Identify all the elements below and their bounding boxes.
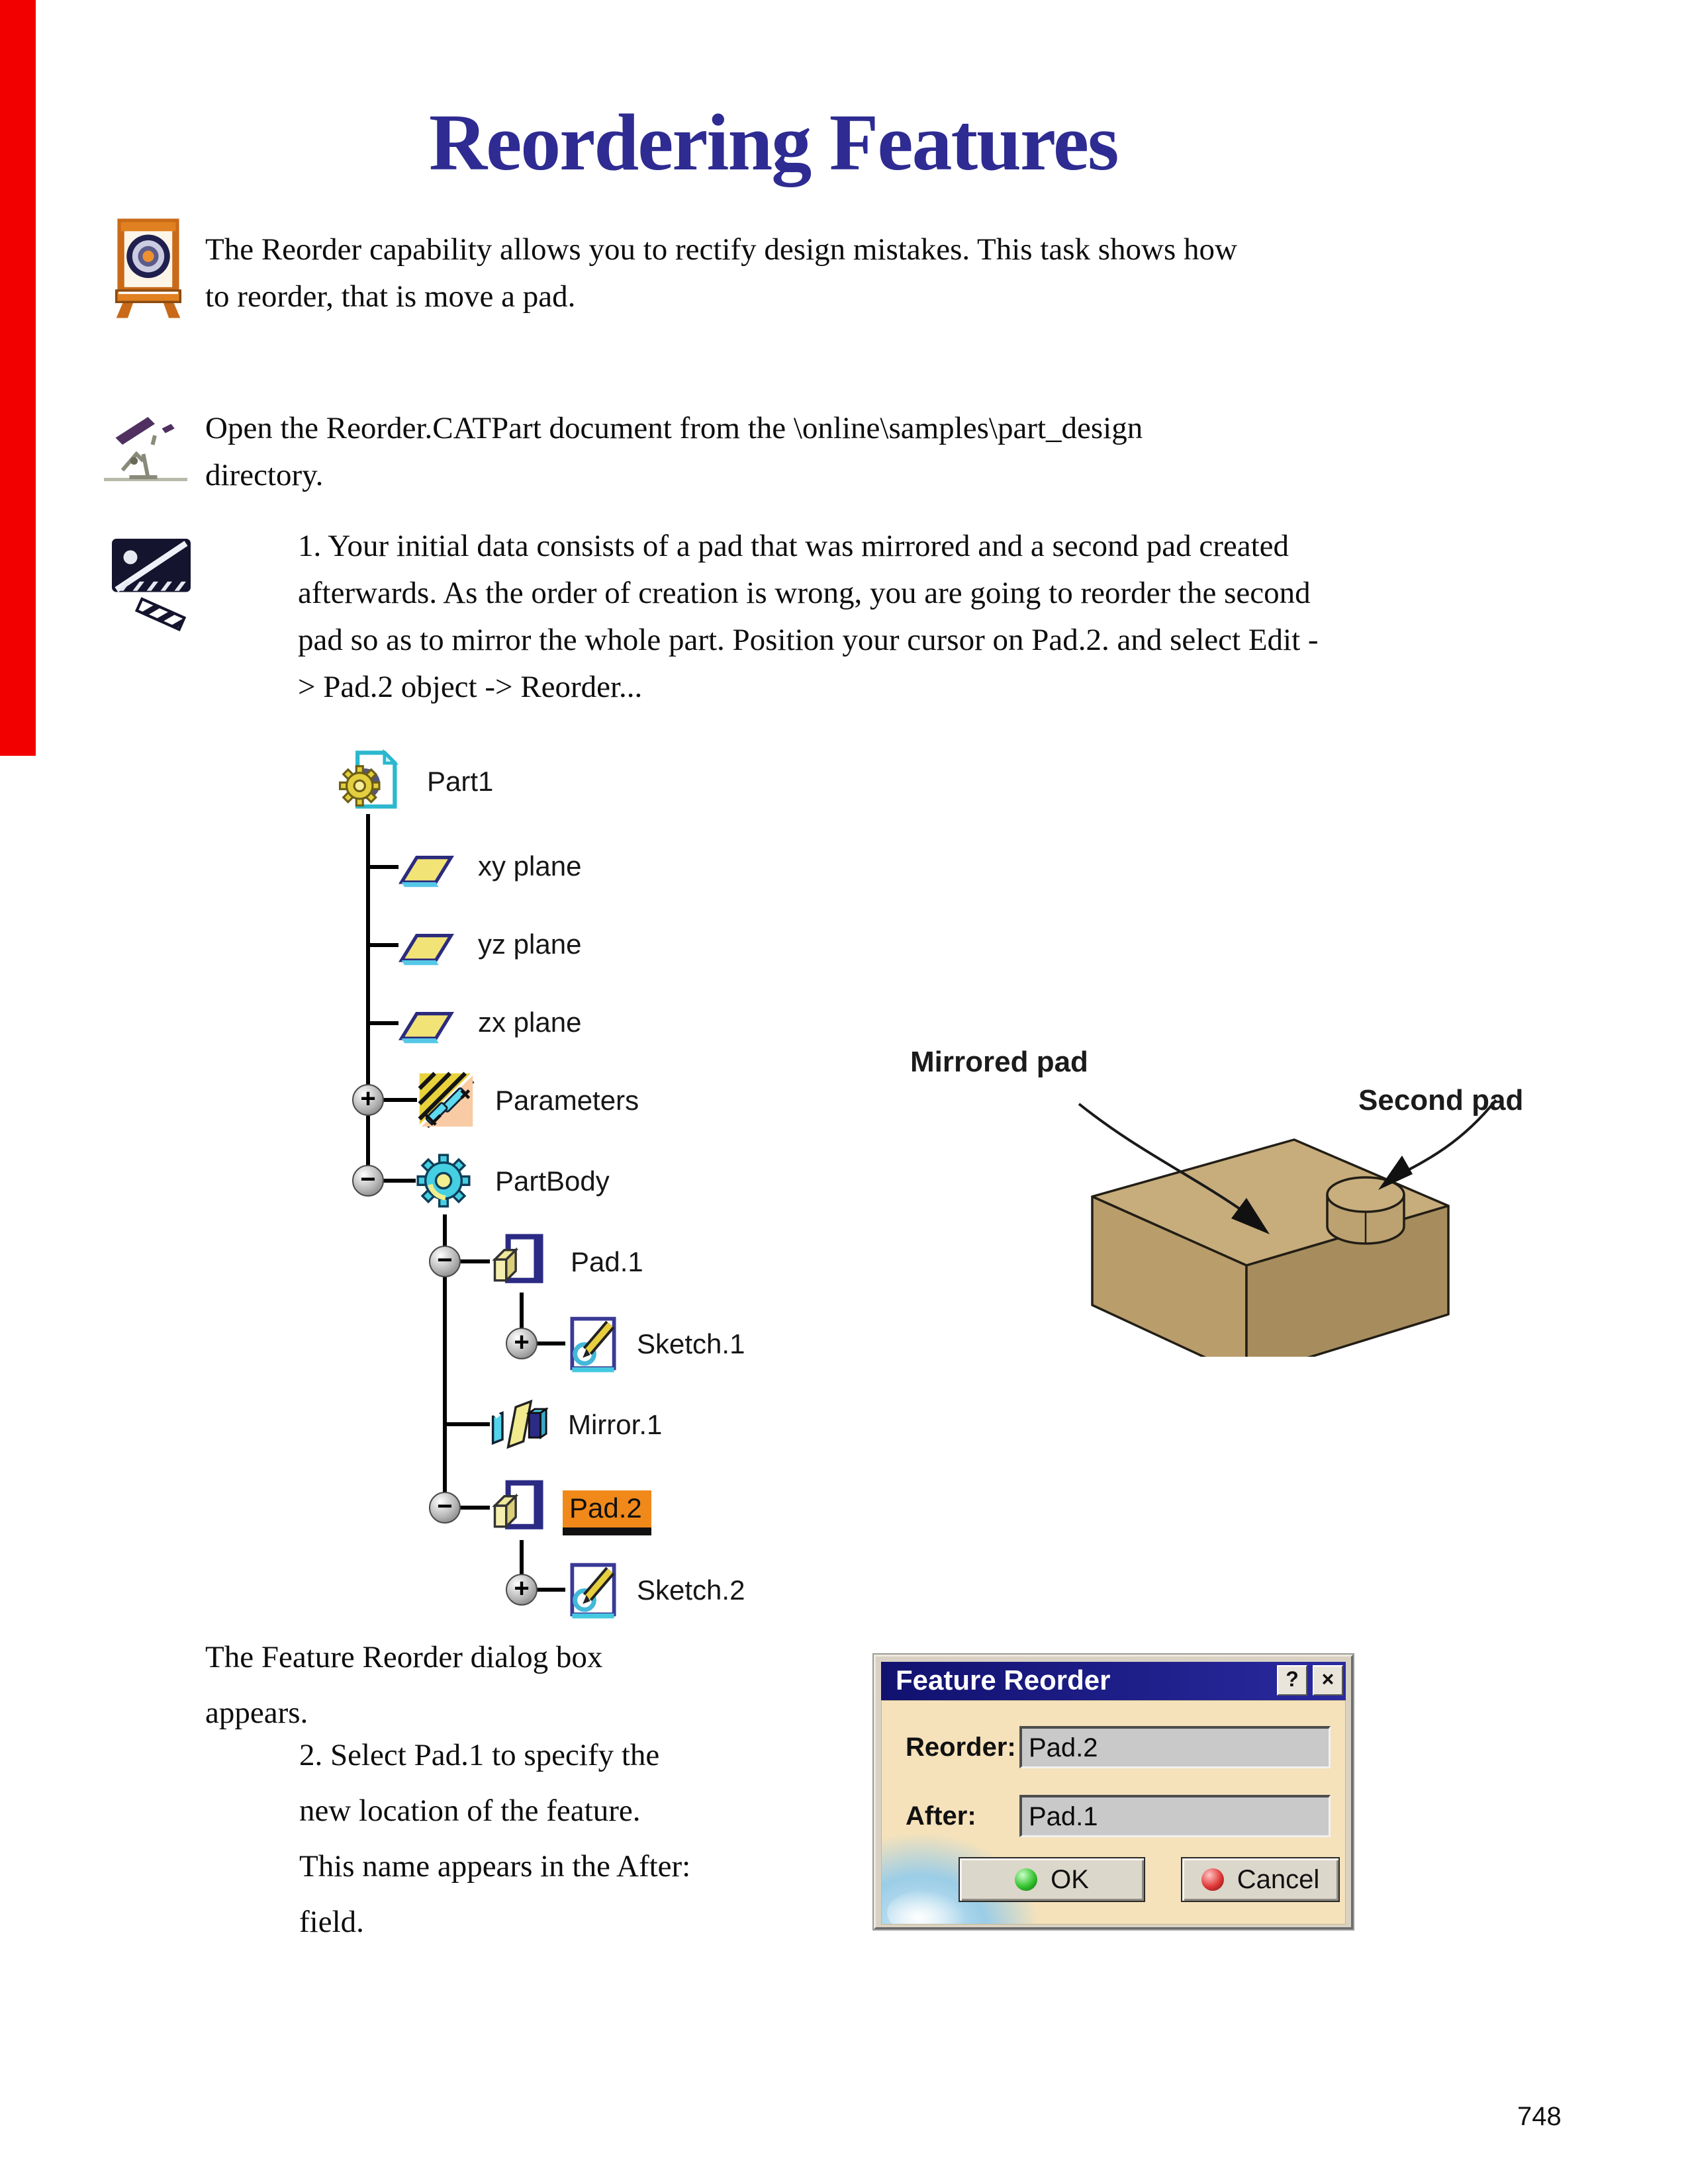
tree-item-partbody[interactable]: PartBody (495, 1165, 610, 1197)
sketch-icon (563, 1313, 624, 1374)
after-field-label: After: (906, 1801, 976, 1831)
help-icon[interactable]: ? (1277, 1665, 1307, 1696)
after-field[interactable]: Pad.1 (1019, 1795, 1331, 1837)
pad-icon (487, 1477, 548, 1538)
red-accent-bar (0, 0, 36, 756)
dialog-body (881, 1700, 1346, 1925)
tree-item-zx-plane[interactable]: zx plane (478, 1007, 582, 1038)
caption-paragraph (205, 1629, 602, 1741)
note-paragraph (299, 1839, 690, 1950)
tree-item-mirror1[interactable]: Mirror.1 (568, 1409, 663, 1440)
expander-parameters[interactable]: + (352, 1084, 384, 1116)
step1-line-3: pad so as to mirror the whole part. Position your cursor on Pad.2. and select Edit - (298, 623, 1319, 657)
tree-item-pad1[interactable]: Pad.1 (571, 1246, 643, 1277)
note-line-1: This name appears in the After: (299, 1849, 691, 1884)
open-line-1: Open the Reorder.CATPart document from the \online\samples\part_design (205, 411, 1143, 445)
open-line-2: directory. (205, 458, 324, 492)
part-icon (339, 747, 405, 813)
step1-line-4: > Pad.2 object -> Reorder... (298, 670, 643, 704)
page-title: Reordering Features (429, 98, 1118, 187)
close-icon[interactable]: × (1313, 1665, 1343, 1696)
expander-pad1[interactable]: − (429, 1246, 461, 1277)
open-step-paragraph (205, 405, 1143, 499)
open-document-icon (99, 398, 192, 491)
figure-label-second-pad: Second pad (1358, 1084, 1524, 1116)
plane-icon (396, 993, 457, 1054)
tree-item-pad2-selected[interactable]: Pad.2 (563, 1490, 651, 1527)
parameters-icon (416, 1069, 477, 1130)
page-number: 748 (1517, 2102, 1562, 2131)
intro-paragraph (205, 226, 1237, 320)
step1-line-2: afterwards. As the order of creation is wrong, you are going to reorder the second (298, 576, 1311, 610)
step1-line-1: 1. Your initial data consists of a pad that was mirrored and a second pad created (298, 529, 1289, 563)
expander-sketch2[interactable]: + (506, 1574, 538, 1606)
part-figure (861, 1026, 1589, 1357)
expander-pad2[interactable]: − (429, 1492, 461, 1524)
reorder-field-label: Reorder: (906, 1733, 1016, 1762)
ok-button-label: OK (1051, 1864, 1089, 1894)
feature-reorder-dialog (874, 1655, 1353, 1929)
plane-icon (396, 837, 457, 897)
cancel-button[interactable] (1181, 1857, 1340, 1902)
step2-paragraph (299, 1727, 659, 1839)
dialog-title: Feature Reorder (896, 1664, 1111, 1696)
caption-line-2: appears. (205, 1696, 308, 1730)
expander-sketch1[interactable]: + (506, 1328, 538, 1359)
partbody-icon (413, 1150, 474, 1211)
green-dot-icon (1015, 1868, 1037, 1891)
ok-button[interactable] (959, 1857, 1145, 1902)
caption-line-1: The Feature Reorder dialog box (205, 1640, 603, 1674)
note-line-2: field. (299, 1905, 364, 1939)
tree-item-part1[interactable]: Part1 (427, 766, 494, 797)
tree-item-yz-plane[interactable]: yz plane (478, 929, 582, 960)
tree-item-xy-plane[interactable]: xy plane (478, 850, 582, 882)
pad-icon (487, 1231, 548, 1292)
red-dot-icon (1201, 1868, 1224, 1891)
step2-line-2: new location of the feature. (299, 1794, 641, 1828)
step1-paragraph (298, 523, 1319, 711)
expander-partbody[interactable]: − (352, 1165, 384, 1197)
dialog-title-bar[interactable] (881, 1662, 1346, 1700)
plane-icon (396, 915, 457, 976)
target-icon (103, 217, 194, 323)
cancel-button-label: Cancel (1237, 1864, 1320, 1894)
scenario-clapperboard-icon (107, 526, 200, 649)
tree-item-sketch1[interactable]: Sketch.1 (637, 1328, 745, 1359)
tree-item-sketch2[interactable]: Sketch.2 (637, 1574, 745, 1606)
step2-line-1: 2. Select Pad.1 to specify the (299, 1738, 660, 1772)
tree-item-parameters[interactable]: Parameters (495, 1085, 639, 1116)
mirror-icon (487, 1394, 548, 1455)
sketch-icon (563, 1559, 624, 1620)
figure-label-mirrored-pad: Mirrored pad (910, 1046, 1088, 1078)
reorder-field[interactable]: Pad.2 (1019, 1726, 1331, 1768)
intro-line-1: The Reorder capability allows you to rectify design mistakes. This task shows how (205, 232, 1237, 267)
intro-line-2: to reorder, that is move a pad. (205, 279, 576, 314)
